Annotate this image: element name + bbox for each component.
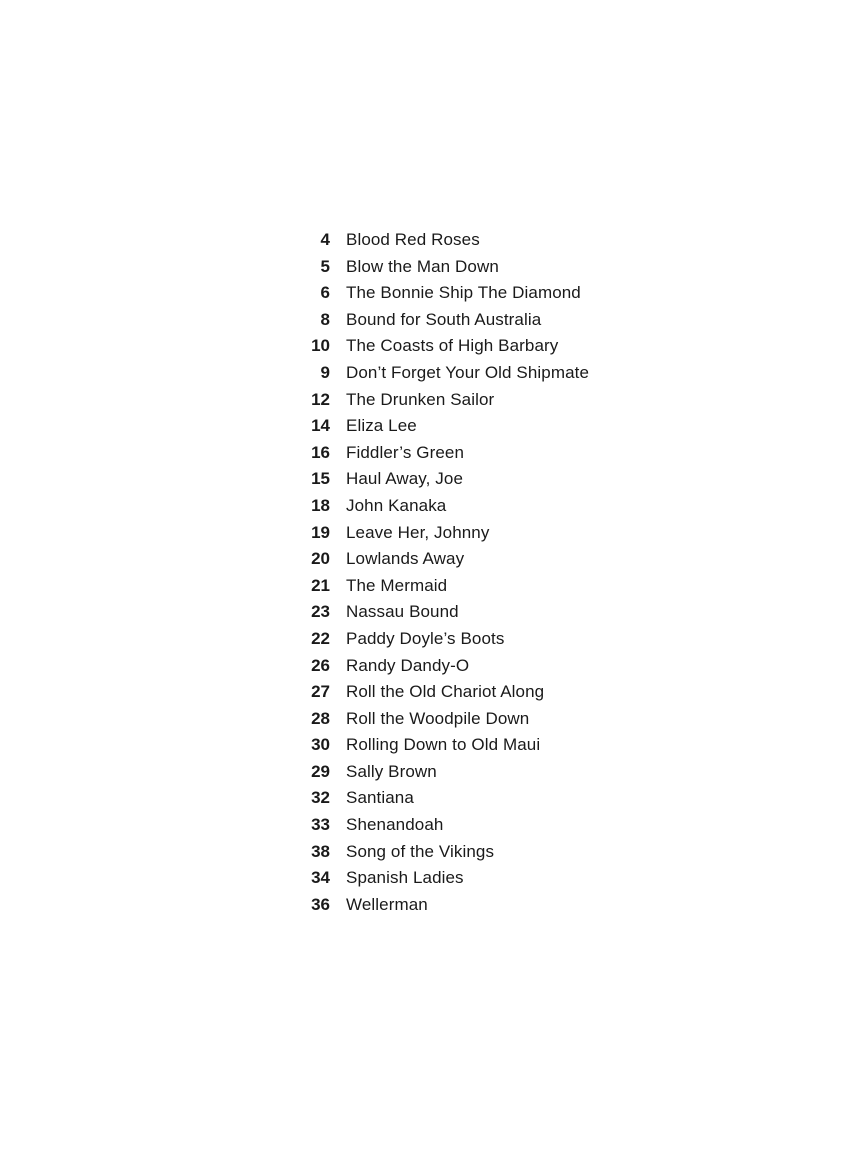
toc-page-number: 34	[311, 868, 330, 888]
toc-song-title: Rolling Down to Old Maui	[346, 735, 541, 755]
toc-song-title: Nassau Bound	[346, 602, 459, 622]
toc-entry	[290, 759, 630, 786]
toc-entry	[290, 573, 630, 600]
toc-entry	[290, 732, 630, 759]
toc-song-title: Bound for South Australia	[346, 309, 542, 329]
toc-page-number: 6	[320, 283, 330, 303]
toc-entry	[290, 520, 630, 547]
toc-page-number: 4	[320, 230, 330, 249]
toc-entry	[290, 254, 630, 281]
toc-page-number: 26	[311, 655, 330, 675]
toc-song-title: Wellerman	[346, 894, 428, 914]
toc-entry	[290, 440, 630, 467]
toc-page-number: 38	[311, 841, 330, 861]
toc-entry	[290, 626, 630, 653]
toc-entry	[290, 360, 630, 387]
toc-song-title: Randy Dandy-O	[346, 655, 470, 675]
toc-song-title: Roll the Woodpile Down	[346, 708, 530, 728]
toc-song-title: Spanish Ladies	[346, 868, 464, 888]
toc-page-number: 20	[311, 549, 330, 569]
table-of-contents	[290, 227, 630, 918]
toc-song-title: John Kanaka	[346, 495, 447, 515]
toc-entry	[290, 333, 630, 360]
toc-song-title: Fiddler’s Green	[346, 442, 465, 462]
toc-song-title: The Coasts of High Barbary	[346, 336, 559, 356]
toc-entry	[290, 706, 630, 733]
toc-song-title: Roll the Old Chariot Along	[346, 682, 545, 702]
toc-page-number: 32	[311, 788, 330, 808]
toc-page-number: 30	[311, 735, 330, 755]
toc-song-title: Leave Her, Johnny	[346, 522, 490, 542]
toc-page-number: 10	[311, 336, 330, 356]
toc-page-number: 12	[311, 389, 330, 409]
toc-page-number: 28	[311, 708, 330, 728]
toc-entry	[290, 599, 630, 626]
toc-page-number: 14	[311, 416, 330, 436]
toc-page-number: 9	[320, 362, 330, 382]
toc-song-title: Santiana	[346, 788, 414, 808]
toc-page-number: 19	[311, 522, 330, 542]
toc-song-title: Paddy Doyle’s Boots	[346, 628, 505, 648]
toc-page-number: 36	[311, 894, 330, 914]
toc-song-title: The Bonnie Ship The Diamond	[346, 283, 581, 303]
toc-song-title: Blow the Man Down	[346, 256, 499, 276]
toc-page-number: 16	[311, 442, 330, 462]
toc-entry	[290, 892, 630, 919]
toc-entry	[290, 839, 630, 866]
toc-page-number: 29	[311, 761, 330, 781]
toc-entry	[290, 227, 630, 254]
toc-page-number: 8	[320, 309, 330, 329]
toc-song-title: The Mermaid	[346, 575, 448, 595]
toc-entry	[290, 466, 630, 493]
toc-entry	[290, 653, 630, 680]
toc-entry	[290, 280, 630, 307]
toc-song-title: Blood Red Roses	[346, 230, 480, 249]
toc-song-title: The Drunken Sailor	[346, 389, 495, 409]
toc-page-number: 5	[320, 256, 330, 276]
toc-song-title: Don’t Forget Your Old Shipmate	[346, 362, 590, 382]
toc-song-title: Haul Away, Joe	[346, 469, 464, 489]
toc-song-title: Eliza Lee	[346, 416, 417, 436]
toc-page-number: 33	[311, 815, 330, 835]
toc-entry	[290, 307, 630, 334]
toc-page-number: 18	[311, 495, 330, 515]
toc-entry	[290, 493, 630, 520]
toc-entry	[290, 812, 630, 839]
toc-page-number: 22	[311, 628, 330, 648]
toc-song-title: Sally Brown	[346, 761, 437, 781]
toc-page-number: 15	[311, 469, 330, 489]
toc-entry	[290, 413, 630, 440]
toc-page-number: 23	[311, 602, 330, 622]
toc-entry	[290, 679, 630, 706]
toc-page-number: 21	[311, 575, 330, 595]
toc-song-title: Shenandoah	[346, 815, 444, 835]
toc-entry	[290, 387, 630, 414]
toc-entry	[290, 865, 630, 892]
toc-song-title: Lowlands Away	[346, 549, 465, 569]
toc-entry	[290, 785, 630, 812]
toc-song-title: Song of the Vikings	[346, 841, 495, 861]
toc-page-number: 27	[311, 682, 330, 702]
toc-entry	[290, 546, 630, 573]
